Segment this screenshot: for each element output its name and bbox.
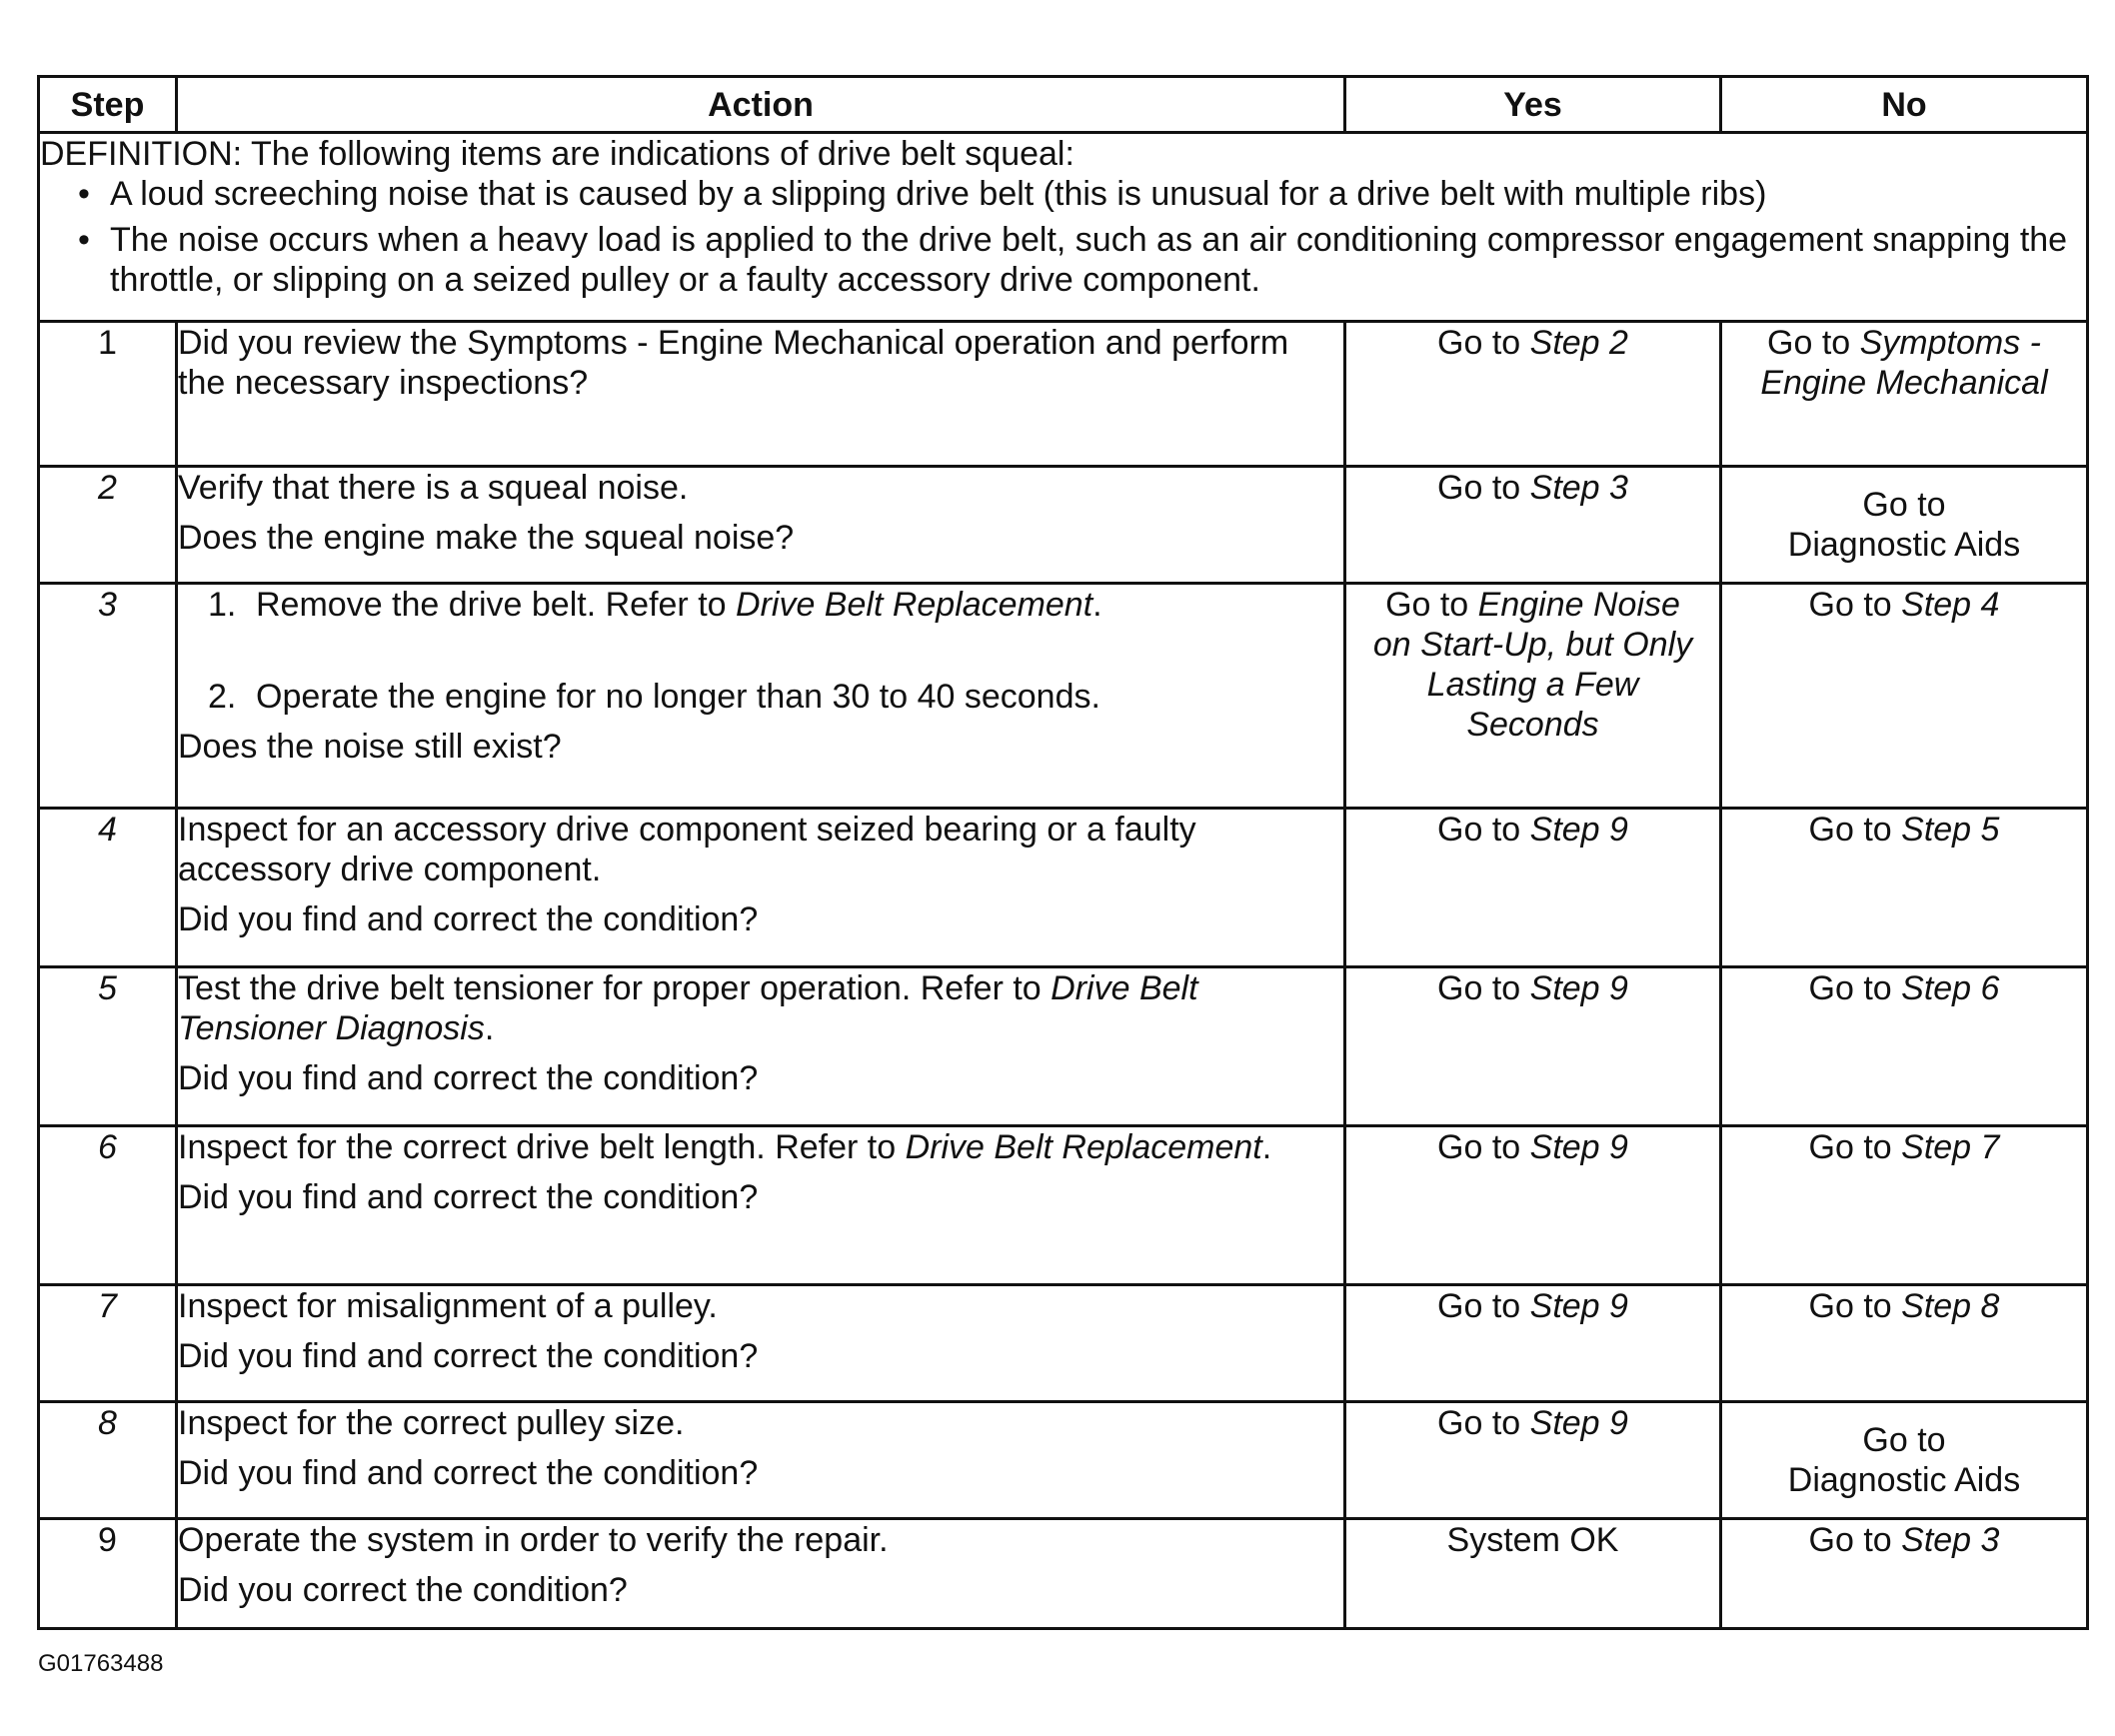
yes-cell [1345, 809, 1721, 967]
no-prefix: Go to [1808, 1287, 1902, 1325]
action-text: Inspect for the correct drive belt length. Refer to [178, 1128, 906, 1166]
no-prefix: Go to [1808, 811, 1902, 849]
yes-cell [1345, 322, 1721, 467]
action-cell [177, 1285, 1345, 1402]
yes-ref: Step 9 [1529, 1404, 1628, 1442]
action-cell [177, 467, 1345, 584]
question-text: Did you find and correct the condition? [178, 1059, 759, 1097]
definition-bullet-text: A loud screeching noise that is caused by a slipping drive belt (this is unusual for a drive belt with multiple ribs) [110, 175, 1767, 213]
yes-prefix: Go to [1437, 969, 1530, 1007]
list-text: Operate the engine for no longer than 30 to 40 seconds. [256, 678, 1100, 716]
no-line: Diagnostic Aids [1787, 526, 2021, 564]
no-cell [1721, 1285, 2088, 1402]
no-ref: Step 3 [1901, 1521, 2000, 1559]
no-line: Go to [1862, 486, 1946, 524]
step-number: 7 [39, 1285, 177, 1402]
no-prefix: Go to [1808, 1128, 1902, 1166]
yes-cell [1345, 967, 1721, 1126]
yes-cell [1345, 1126, 1721, 1285]
table-row [39, 809, 2088, 967]
yes-cell [1345, 584, 1721, 809]
no-prefix: Go to [1808, 586, 1902, 624]
action-cell [177, 1519, 1345, 1629]
table-row [39, 1285, 2088, 1402]
action-text: Inspect for an accessory drive component seized bearing or a faulty accessory drive component. [178, 811, 1196, 888]
action-cell [177, 809, 1345, 967]
step-number: 3 [39, 584, 177, 809]
yes-prefix: Go to [1385, 586, 1478, 624]
step-number: 8 [39, 1402, 177, 1519]
list-number: 1. [208, 586, 237, 624]
table-row [39, 1402, 2088, 1519]
no-ref: Symptoms - Engine Mechanical [1760, 324, 2048, 402]
definition-cell [39, 133, 2088, 322]
list-ref: Drive Belt Replacement [736, 586, 1093, 624]
action-end: . [484, 1009, 495, 1047]
no-cell [1721, 967, 2088, 1126]
action-text: Inspect for misalignment of a pulley. [178, 1287, 718, 1325]
question-text: Did you find and correct the condition? [178, 1178, 759, 1216]
no-prefix: Go to [1767, 324, 1860, 362]
action-text: Operate the system in order to verify the repair. [178, 1521, 889, 1559]
question-text: Did you find and correct the condition? [178, 900, 759, 938]
no-prefix: Go to [1808, 1521, 1902, 1559]
table-row [39, 1126, 2088, 1285]
definition-bullet [40, 220, 2086, 300]
question-text: Does the engine make the squeal noise? [178, 519, 795, 557]
yes-ref: Engine Noise on Start-Up, but Only Lasting a Few Seconds [1372, 586, 1693, 744]
definition-bullet-text: The noise occurs when a heavy load is applied to the drive belt, such as an air conditioning compressor engagement snapping the throttle, or slipping on a seized pulley or a faulty accessory drive component. [110, 221, 2068, 299]
no-ref: Step 7 [1901, 1128, 2000, 1166]
yes-prefix: Go to [1437, 1128, 1530, 1166]
action-text: Did you review the Symptoms - Engine Mechanical operation and perform the necessary inspections? [178, 324, 1289, 402]
table-row [39, 322, 2088, 467]
action-text: Inspect for the correct pulley size. [178, 1404, 685, 1442]
step-number: 1 [39, 322, 177, 467]
diagnostic-table [37, 75, 2089, 1630]
no-cell [1721, 1519, 2088, 1629]
action-cell [177, 1402, 1345, 1519]
figure-code: G01763488 [38, 1650, 164, 1677]
header-row [39, 77, 2088, 133]
yes-text: System OK [1446, 1521, 1619, 1559]
question-text: Does the noise still exist? [178, 728, 562, 766]
yes-prefix: Go to [1437, 469, 1530, 507]
yes-cell [1345, 1402, 1721, 1519]
action-text: Test the drive belt tensioner for proper operation. Refer to [178, 969, 1052, 1007]
no-prefix: Go to [1808, 969, 1902, 1007]
table-row [39, 584, 2088, 809]
question-text: Did you correct the condition? [178, 1571, 628, 1609]
list-item [208, 585, 1343, 625]
table-row [39, 467, 2088, 584]
header-step: Step [39, 77, 177, 133]
definition-bullet [40, 174, 2086, 214]
question-text: Did you find and correct the condition? [178, 1337, 759, 1375]
yes-ref: Step 3 [1529, 469, 1628, 507]
no-line: Go to [1862, 1421, 1946, 1459]
no-ref: Step 5 [1901, 811, 2000, 849]
list-item [208, 677, 1343, 717]
step-number: 6 [39, 1126, 177, 1285]
bullet-dot: • [78, 221, 90, 259]
yes-prefix: Go to [1437, 1287, 1530, 1325]
action-end: . [1261, 1128, 1272, 1166]
step-number: 4 [39, 809, 177, 967]
action-cell [177, 584, 1345, 809]
no-ref: Step 8 [1901, 1287, 2000, 1325]
table-row [39, 967, 2088, 1126]
no-cell [1721, 322, 2088, 467]
yes-cell [1345, 467, 1721, 584]
step-number: 5 [39, 967, 177, 1126]
step-number: 2 [39, 467, 177, 584]
yes-prefix: Go to [1437, 811, 1530, 849]
no-cell [1721, 467, 2088, 584]
numbered-list [178, 585, 1343, 717]
action-ref: Drive Belt Tensioner Diagnosis [178, 969, 1198, 1047]
yes-prefix: Go to [1437, 324, 1530, 362]
yes-ref: Step 2 [1529, 324, 1628, 362]
no-cell [1721, 1402, 2088, 1519]
no-line: Diagnostic Aids [1787, 1461, 2021, 1499]
header-action: Action [177, 77, 1345, 133]
yes-ref: Step 9 [1529, 811, 1628, 849]
yes-ref: Step 9 [1529, 1128, 1628, 1166]
no-cell [1721, 809, 2088, 967]
header-no: No [1721, 77, 2088, 133]
definition-intro: DEFINITION: The following items are indications of drive belt squeal: [40, 135, 1074, 173]
question-text: Did you find and correct the condition? [178, 1454, 759, 1492]
table-row [39, 1519, 2088, 1629]
yes-ref: Step 9 [1529, 1287, 1628, 1325]
list-text: Remove the drive belt. Refer to [256, 586, 737, 624]
list-end: . [1092, 586, 1102, 624]
action-ref: Drive Belt Replacement [905, 1128, 1262, 1166]
yes-cell [1345, 1519, 1721, 1629]
header-yes: Yes [1345, 77, 1721, 133]
no-ref: Step 4 [1901, 586, 2000, 624]
action-cell [177, 967, 1345, 1126]
no-ref: Step 6 [1901, 969, 2000, 1007]
yes-cell [1345, 1285, 1721, 1402]
bullet-dot: • [78, 175, 90, 213]
action-cell [177, 1126, 1345, 1285]
list-number: 2. [208, 678, 237, 716]
yes-prefix: Go to [1437, 1404, 1530, 1442]
definition-row [39, 133, 2088, 322]
action-text: Verify that there is a squeal noise. [178, 469, 689, 507]
step-number: 9 [39, 1519, 177, 1629]
yes-ref: Step 9 [1529, 969, 1628, 1007]
action-cell [177, 322, 1345, 467]
no-cell [1721, 584, 2088, 809]
no-cell [1721, 1126, 2088, 1285]
